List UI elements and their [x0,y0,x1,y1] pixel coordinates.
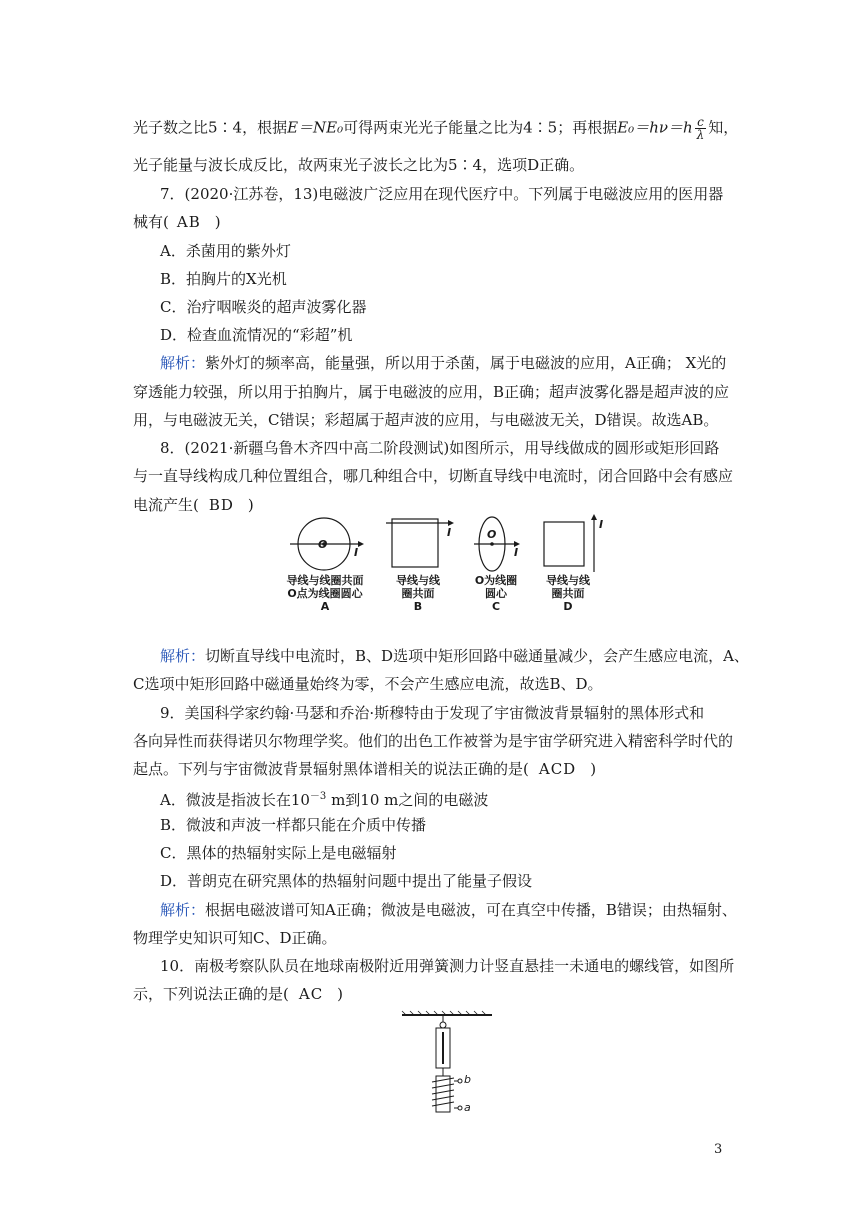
caption-line: 导线与线 [546,574,590,587]
answer-text: BD [208,496,234,514]
fraction [695,116,707,141]
option-d: D．检查血流情况的“彩超”机 [160,326,353,344]
text-span: 起点。下列与宇宙微波背景辐射黑体谱相关的说法正确的是( [133,760,529,778]
text-span: 可得两束光光子能量之比为4∶5；再根据 [343,118,618,137]
question-10-stem-cont [133,984,343,1004]
formula: E₀＝hν＝h [617,118,693,137]
question-9-stem-cont: 各向异性而获得诺贝尔物理学奖。他们的出色工作被誉为是宇宙学研究进入精密科学时代的 [133,732,734,750]
label-b: b [464,1073,471,1086]
analysis-label: 解析： [160,647,206,665]
label-i: I [599,518,604,531]
terminal-b [458,1079,462,1083]
question-9-stem: 9．美国科学家约翰·马瑟和乔治·斯穆特由于发现了宇宙微波背景辐射的黑体形式和 [160,704,705,722]
label-o: O [487,528,497,541]
caption-a [285,574,365,613]
solenoid-coil [432,1078,454,1106]
square-coil-b [392,519,438,567]
label-o: O [318,538,328,551]
text-span: ) [214,213,221,231]
option-d: D．普朗克在研究黑体的热辐射问题中提出了能量子假设 [160,872,533,890]
answer-text: AC [298,985,324,1003]
text-span: 光子数之比5∶4，根据 [133,118,288,137]
answer-text: AB [176,213,201,231]
analysis-line: C选项中矩形回路中磁通量始终为零，不会产生感应电流，故选B、D。 [133,675,603,693]
fraction-numerator: c [695,116,707,129]
caption-line: 圈共面 [551,587,585,600]
question-8-stem: 8．(2021·新疆乌鲁木齐四中高二阶段测试)如图所示，用导线做成的圆形或矩形回路 [160,439,720,457]
caption-line: 导线与线圈共面 [286,574,364,587]
question-8-stem-cont [133,495,254,515]
superscript: －3 [309,791,327,802]
text-span: 根据电磁波谱可知A正确；微波是电磁波，可在真空中传播，B错误；由热辐射、 [205,901,737,919]
caption-letter: B [413,600,423,613]
caption-line: O为线圈 [474,574,518,587]
caption-letter: C [491,600,501,613]
caption-c [468,574,524,613]
option-a [160,787,488,810]
analysis-line [160,900,737,920]
text-span: 紫外灯的频率高，能量强，所以用于杀菌，属于电磁波的应用，A正确； X光的 [205,354,727,372]
text-span: ) [590,760,597,778]
text-span: 切断直导线中电流时，B、D选项中矩形回路中磁通量减少，会产生感应电流，A、 [205,647,749,665]
caption-line: 圆心 [485,587,507,600]
label-i: I [514,546,519,559]
arrow-icon [591,514,597,520]
analysis-line: 用，与电磁波无关，C错误；彩超属于超声波的应用，与电磁波无关，D错误。故选AB。 [133,411,719,429]
text-span: A．微波是指波长在10 [160,791,310,809]
question-8-stem-cont: 与一直导线构成几种位置组合，哪几种组合中，切断直导线中电流时，闭合回路中会有感应 [133,467,734,485]
label-a: a [464,1101,471,1114]
text-span: m到10 m之间的电磁波 [326,791,489,809]
arrow-icon [358,541,364,547]
analysis-line: 物理学史知识可知C、D正确。 [133,929,337,947]
label-i: I [354,546,359,559]
terminal-a [458,1106,462,1110]
q10-figure [398,1010,498,1120]
answer-text: ACD [538,760,577,778]
analysis-line [160,646,749,666]
caption-d [538,574,598,613]
analysis-line [160,353,726,373]
option-b: B．拍胸片的X光机 [160,270,287,288]
text-span: 械有( [133,213,169,231]
option-b: B．微波和声波一样都只能在介质中传播 [160,816,427,834]
fraction-denominator: λ [696,128,705,142]
q8-figure [288,514,608,614]
option-a: A．杀菌用的紫外灯 [160,242,291,260]
page-number: 3 [714,1142,723,1157]
square-coil-d [544,522,584,566]
text-line [133,116,738,141]
text-span: ) [337,985,344,1003]
text-span: ) [247,496,254,514]
center-dot [490,542,494,546]
text-line: 光子能量与波长成反比，故两束光子波长之比为5∶4，选项D正确。 [133,156,585,174]
solenoid-diagram [398,1010,498,1120]
question-9-stem-cont [133,759,596,779]
option-c: C．黑体的热辐射实际上是电磁辐射 [160,844,397,862]
caption-letter: A [320,600,330,613]
analysis-label: 解析： [160,901,206,919]
text-span: 示，下列说法正确的是( [133,985,289,1003]
caption-line: 圈共面 [401,587,435,600]
label-i: I [447,526,452,539]
option-c: C．治疗咽喉炎的超声波雾化器 [160,298,367,316]
question-7-stem: 7．(2020·江苏卷，13)电磁波广泛应用在现代医疗中。下列属于电磁波应用的医用器 [160,185,724,203]
question-7-stem-cont [133,212,221,232]
caption-letter: D [563,600,573,613]
text-span: 知， [708,118,739,137]
caption-b [388,574,448,613]
caption-line: 导线与线 [396,574,440,587]
caption-line: O点为线圈圆心 [287,587,363,600]
formula: E＝NE₀ [287,118,344,137]
question-10-stem: 10．南极考察队队员在地球南极附近用弹簧测力计竖直悬挂一未通电的螺线管，如图所 [160,957,735,975]
analysis-label: 解析： [160,354,206,372]
ring [440,1022,446,1028]
solenoid-core [436,1076,450,1112]
text-span: 电流产生( [133,496,199,514]
analysis-line: 穿透能力较强，所以用于拍胸片，属于电磁波的应用，B正确；超声波雾化器是超声波的应 [133,383,730,401]
